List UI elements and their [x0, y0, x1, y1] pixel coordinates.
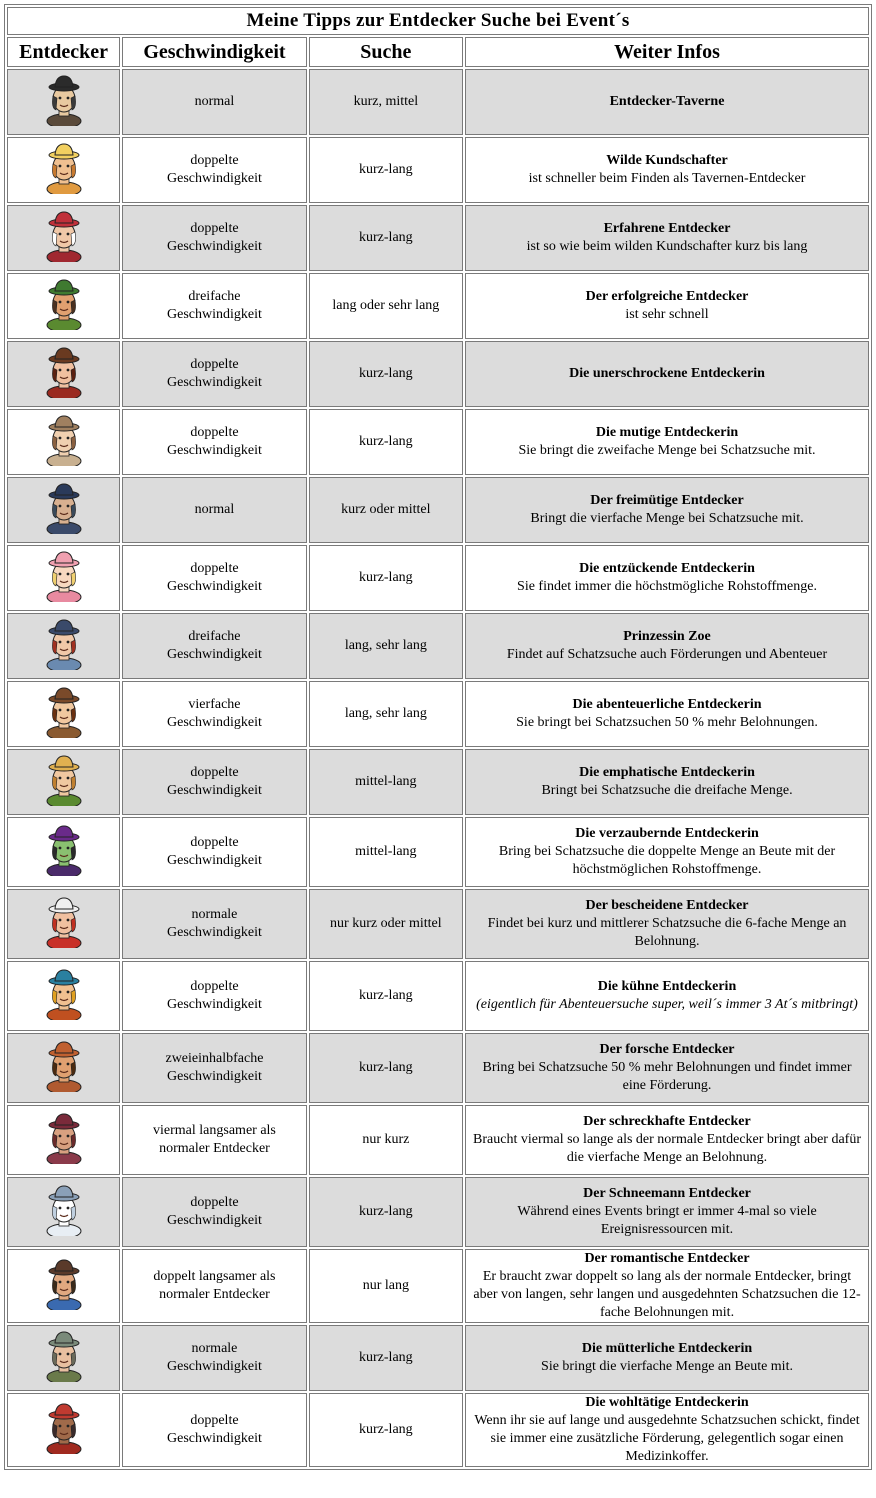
- explorer-info: Bringt bei Schatzsuche die dreifache Menge.: [541, 783, 793, 798]
- explorer-info: (eigentlich für Abenteuersuche super, weil´s immer 3 At´s mitbringt): [476, 997, 858, 1012]
- search-cell: nur lang: [309, 1249, 463, 1323]
- bold-explorer-icon: [41, 966, 87, 1020]
- explorer-name: Die mütterliche Entdeckerin: [581, 1341, 753, 1356]
- explorer-cell: [7, 1033, 120, 1103]
- speed-cell: vierfache Geschwindigkeit: [122, 681, 306, 747]
- explorer-cell: [7, 749, 120, 815]
- brave-explorer-icon: [41, 412, 87, 466]
- search-cell: kurz-lang: [309, 545, 463, 611]
- table-row: [7, 681, 869, 747]
- explorer-cell: [7, 613, 120, 679]
- speed-cell: doppelte Geschwindigkeit: [122, 137, 306, 203]
- explorer-name: Die mutige Entdeckerin: [595, 425, 739, 440]
- empathic-explorer-icon: [41, 752, 87, 806]
- table-row: [7, 613, 869, 679]
- table-row: [7, 205, 869, 271]
- explorer-name: Die abenteuerliche Entdeckerin: [572, 697, 762, 712]
- search-cell: lang, sehr lang: [309, 681, 463, 747]
- successful-explorer-icon: [41, 276, 87, 330]
- explorer-cell: [7, 137, 120, 203]
- frank-explorer-icon: [41, 480, 87, 534]
- search-cell: nur kurz: [309, 1105, 463, 1175]
- table-row: [7, 817, 869, 887]
- explorer-cell: [7, 961, 120, 1031]
- explorer-name: Die kühne Entdeckerin: [597, 979, 737, 994]
- explorer-name: Erfahrene Entdecker: [603, 221, 731, 236]
- speed-cell: normal: [122, 69, 306, 135]
- explorer-cell: [7, 1249, 120, 1323]
- search-cell: kurz-lang: [309, 341, 463, 407]
- explorer-info: Bring bei Schatzsuche 50 % mehr Belohnungen und findet immer eine Förderung.: [482, 1060, 852, 1093]
- info-cell: [465, 1033, 869, 1103]
- explorer-cell: [7, 889, 120, 959]
- speed-cell: doppelte Geschwindigkeit: [122, 545, 306, 611]
- tips-document: [4, 4, 872, 1470]
- explorer-name: Die emphatische Entdeckerin: [579, 765, 755, 780]
- table-row: [7, 1177, 869, 1247]
- info-cell: [465, 477, 869, 543]
- speed-cell: zweieinhalbfache Geschwindigkeit: [122, 1033, 306, 1103]
- table-body: [7, 69, 869, 1467]
- explorer-info: Bringt die vierfache Menge bei Schatzsuche mit.: [530, 511, 804, 526]
- search-cell: kurz-lang: [309, 137, 463, 203]
- header-speed: Geschwindigkeit: [122, 37, 306, 67]
- info-cell: [465, 545, 869, 611]
- info-cell: [465, 889, 869, 959]
- explorer-name: Entdecker-Taverne: [609, 94, 725, 109]
- search-cell: kurz-lang: [309, 1393, 463, 1467]
- search-cell: mittel-lang: [309, 749, 463, 815]
- info-cell: [465, 1325, 869, 1391]
- wild-scout-icon: [41, 140, 87, 194]
- explorer-name: Die wohltätige Entdeckerin: [585, 1395, 749, 1410]
- info-cell: [465, 69, 869, 135]
- explorer-info: Sie findet immer die höchstmögliche Rohstoffmenge.: [517, 579, 817, 594]
- explorer-info: Sie bringt die vierfache Menge an Beute mit.: [541, 1359, 793, 1374]
- speed-cell: viermal langsamer als normaler Entdecker: [122, 1105, 306, 1175]
- snowman-explorer-icon: [41, 1182, 87, 1236]
- search-cell: kurz-lang: [309, 409, 463, 475]
- table-row: [7, 69, 869, 135]
- table-row: [7, 1033, 869, 1103]
- explorer-cell: [7, 477, 120, 543]
- charitable-explorer-icon: [41, 1400, 87, 1454]
- speed-cell: doppelte Geschwindigkeit: [122, 409, 306, 475]
- explorer-info: Bring bei Schatzsuche die doppelte Menge an Beute mit der höchstmöglichen Rohstoffmenge.: [498, 844, 836, 877]
- speed-cell: normale Geschwindigkeit: [122, 1325, 306, 1391]
- explorer-info: Er braucht zwar doppelt so lang als der normale Entdecker, bringt aber von langen, sehr langen und ausgedehnten Schatzsuchen die 12-fache Belohnungen mit.: [473, 1269, 861, 1320]
- explorer-info: Findet auf Schatzsuche auch Förderungen und Abenteuer: [506, 647, 828, 662]
- table-row: [7, 1105, 869, 1175]
- search-cell: kurz-lang: [309, 961, 463, 1031]
- table-row: [7, 1249, 869, 1323]
- explorer-name: Der forsche Entdecker: [599, 1042, 735, 1057]
- page-title: Meine Tipps zur Entdecker Suche bei Event´s: [7, 7, 869, 35]
- search-cell: lang oder sehr lang: [309, 273, 463, 339]
- explorer-info: ist schneller beim Finden als Tavernen-Entdecker: [528, 171, 806, 186]
- explorer-name: Der erfolgreiche Entdecker: [585, 289, 749, 304]
- info-cell: [465, 273, 869, 339]
- info-cell: [465, 409, 869, 475]
- info-cell: [465, 749, 869, 815]
- speed-cell: doppelte Geschwindigkeit: [122, 1177, 306, 1247]
- info-cell: [465, 205, 869, 271]
- speed-cell: doppelt langsamer als normaler Entdecker: [122, 1249, 306, 1323]
- table-row: [7, 545, 869, 611]
- explorer-name: Der schreckhafte Entdecker: [583, 1114, 751, 1129]
- search-cell: kurz-lang: [309, 1177, 463, 1247]
- enchanting-explorer-icon: [41, 822, 87, 876]
- search-cell: kurz-lang: [309, 1325, 463, 1391]
- info-cell: [465, 1105, 869, 1175]
- search-cell: kurz-lang: [309, 1033, 463, 1103]
- explorer-name: Der Schneemann Entdecker: [583, 1186, 751, 1201]
- table-row: [7, 477, 869, 543]
- explorer-info: ist so wie beim wilden Kundschafter kurz bis lang: [526, 239, 808, 254]
- timid-explorer-icon: [41, 1110, 87, 1164]
- header-row: [7, 37, 869, 67]
- fearless-explorer-icon: [41, 344, 87, 398]
- speed-cell: doppelte Geschwindigkeit: [122, 961, 306, 1031]
- table-row: [7, 341, 869, 407]
- explorer-table: [4, 4, 872, 1470]
- table-row: [7, 137, 869, 203]
- table-row: [7, 889, 869, 959]
- explorer-cell: [7, 817, 120, 887]
- table-row: [7, 961, 869, 1031]
- explorer-cell: [7, 205, 120, 271]
- explorer-cell: [7, 1325, 120, 1391]
- adventurous-explorer-icon: [41, 684, 87, 738]
- explorer-cell: [7, 681, 120, 747]
- table-row: [7, 273, 869, 339]
- header-info: Weiter Infos: [465, 37, 869, 67]
- explorer-cell: [7, 69, 120, 135]
- speed-cell: doppelte Geschwindigkeit: [122, 341, 306, 407]
- explorer-info: Wenn ihr sie auf lange und ausgedehnte Schatzsuchen schickt, findet sie immer eine zusätzliche Förderung, gelegentlich sogar einen Medizinkoffer.: [474, 1413, 860, 1464]
- explorer-info: Findet bei kurz und mittlerer Schatzsuche die 6-fache Menge an Belohnung.: [487, 916, 847, 949]
- explorer-info: Sie bringt die zweifache Menge bei Schatzsuche mit.: [518, 443, 816, 458]
- search-cell: nur kurz oder mittel: [309, 889, 463, 959]
- explorer-cell: [7, 1393, 120, 1467]
- explorer-name: Der romantische Entdecker: [584, 1251, 750, 1266]
- explorer-name: Die unerschrockene Entdeckerin: [569, 366, 765, 381]
- explorer-info: ist sehr schnell: [625, 307, 709, 322]
- romantic-explorer-icon: [41, 1256, 87, 1310]
- search-cell: kurz oder mittel: [309, 477, 463, 543]
- info-cell: [465, 341, 869, 407]
- explorer-cell: [7, 1177, 120, 1247]
- explorer-cell: [7, 273, 120, 339]
- speed-cell: doppelte Geschwindigkeit: [122, 749, 306, 815]
- speed-cell: doppelte Geschwindigkeit: [122, 205, 306, 271]
- speed-cell: dreifache Geschwindigkeit: [122, 273, 306, 339]
- speed-cell: normal: [122, 477, 306, 543]
- dashing-explorer-icon: [41, 1038, 87, 1092]
- speed-cell: dreifache Geschwindigkeit: [122, 613, 306, 679]
- info-cell: [465, 681, 869, 747]
- header-search: Suche: [309, 37, 463, 67]
- explorer-cell: [7, 545, 120, 611]
- modest-explorer-icon: [41, 894, 87, 948]
- explorer-cell: [7, 341, 120, 407]
- motherly-explorer-icon: [41, 1328, 87, 1382]
- explorer-info: Braucht viermal so lange als der normale Entdecker bringt aber dafür die vierfache Menge an Belohnung.: [473, 1132, 861, 1165]
- explorer-name: Wilde Kundschafter: [606, 153, 728, 168]
- explorer-info: Sie bringt bei Schatzsuchen 50 % mehr Belohnungen.: [516, 715, 818, 730]
- search-cell: kurz-lang: [309, 205, 463, 271]
- table-row: [7, 409, 869, 475]
- search-cell: mittel-lang: [309, 817, 463, 887]
- header-explorer: Entdecker: [7, 37, 120, 67]
- speed-cell: doppelte Geschwindigkeit: [122, 817, 306, 887]
- info-cell: [465, 613, 869, 679]
- explorer-info: Während eines Events bringt er immer 4-mal so viele Ereignisressourcen mit.: [517, 1204, 817, 1237]
- explorer-cell: [7, 409, 120, 475]
- explorer-name: Der bescheidene Entdecker: [585, 898, 749, 913]
- table-row: [7, 1325, 869, 1391]
- info-cell: [465, 961, 869, 1031]
- explorer-name: Der freimütige Entdecker: [590, 493, 744, 508]
- info-cell: [465, 1177, 869, 1247]
- explorer-name: Die entzückende Entdeckerin: [579, 561, 755, 576]
- tavern-explorer-icon: [41, 72, 87, 126]
- princess-zoe-icon: [41, 616, 87, 670]
- speed-cell: doppelte Geschwindigkeit: [122, 1393, 306, 1467]
- speed-cell: normale Geschwindigkeit: [122, 889, 306, 959]
- charming-explorer-icon: [41, 548, 87, 602]
- table-row: [7, 749, 869, 815]
- explorer-name: Prinzessin Zoe: [623, 629, 711, 644]
- info-cell: [465, 1393, 869, 1467]
- search-cell: kurz, mittel: [309, 69, 463, 135]
- search-cell: lang, sehr lang: [309, 613, 463, 679]
- table-row: [7, 1393, 869, 1467]
- info-cell: [465, 817, 869, 887]
- info-cell: [465, 1249, 869, 1323]
- explorer-name: Die verzaubernde Entdeckerin: [575, 826, 759, 841]
- experienced-explorer-icon: [41, 208, 87, 262]
- explorer-cell: [7, 1105, 120, 1175]
- info-cell: [465, 137, 869, 203]
